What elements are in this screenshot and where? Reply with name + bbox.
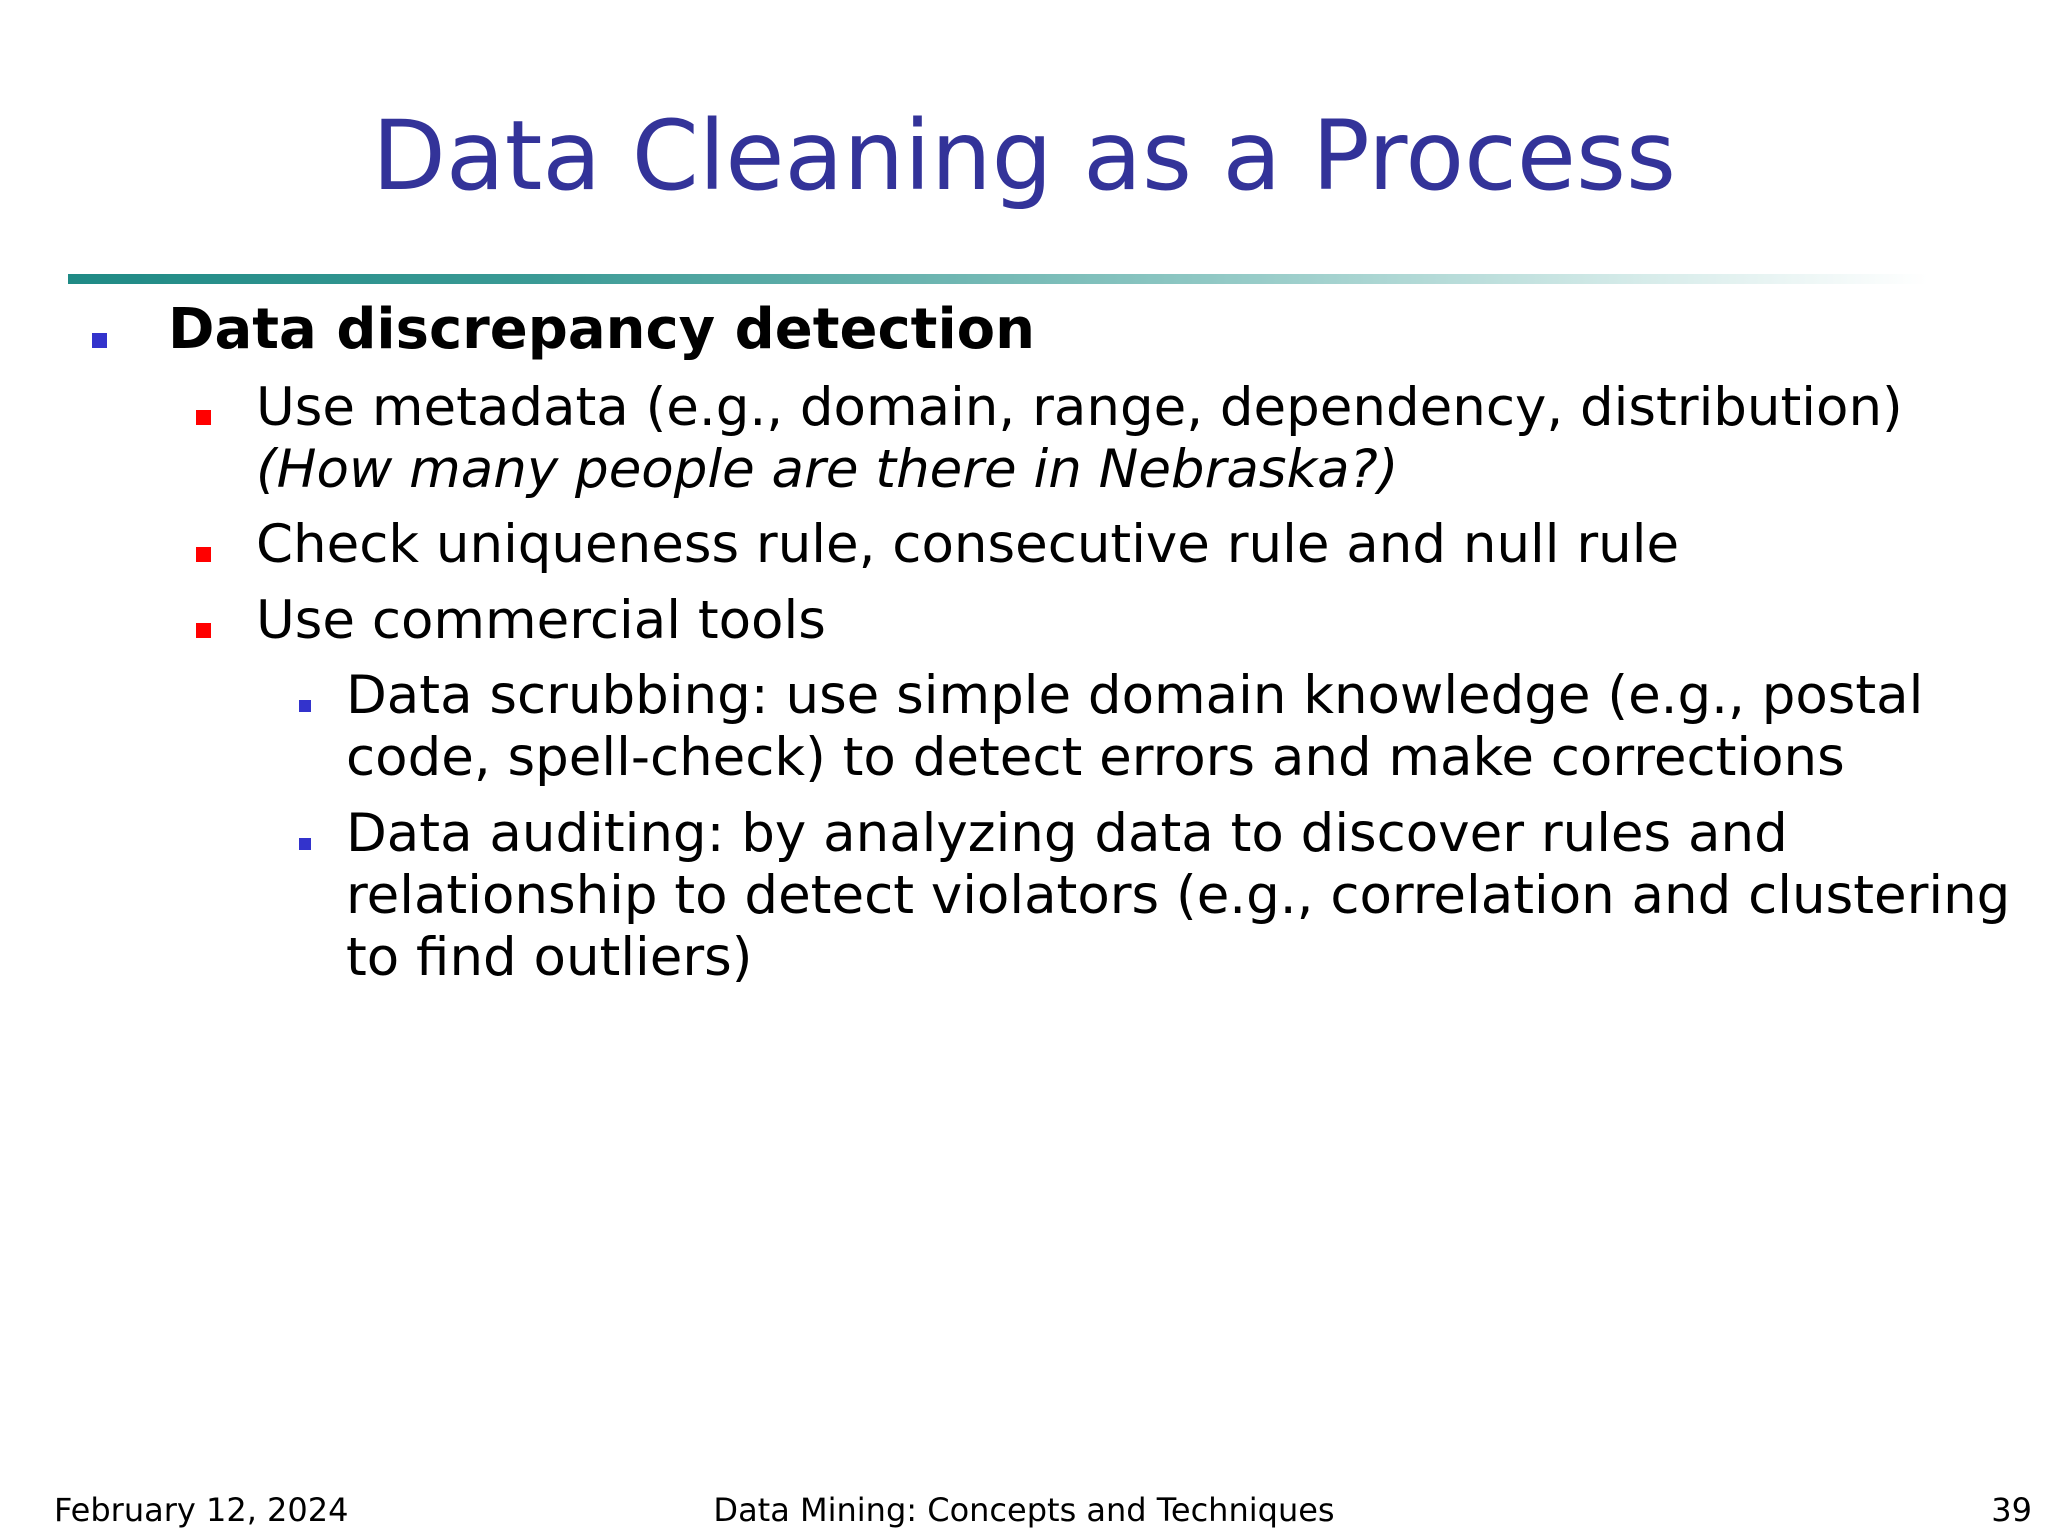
square-bullet-icon: [196, 410, 211, 425]
footer-date: February 12, 2024: [54, 1491, 349, 1529]
title-divider: [68, 274, 1928, 284]
bullet-example-question: (How many people are there in Nebraska?): [256, 439, 1399, 500]
bullet-text: [346, 803, 2010, 989]
bullet-text: Use commercial tools: [256, 590, 826, 651]
footer-course-title: Data Mining: Concepts and Techniques: [713, 1491, 1335, 1529]
bullet-text-line: code, spell-check) to detect errors and make corrections: [346, 727, 1845, 788]
square-bullet-icon: [196, 547, 211, 562]
bullet-text-line: Data scrubbing: use simple domain knowledge (e.g., postal: [346, 665, 1924, 726]
bullet-text-line: Data auditing: by analyzing data to discover rules and: [346, 803, 1788, 864]
slide-title: Data Cleaning as a Process: [371, 100, 1676, 212]
square-bullet-icon: [299, 838, 311, 850]
bullet-text-line: to find outliers): [346, 927, 753, 988]
bullet-text-line: Use metadata (e.g., domain, range, dependency, distribution): [256, 377, 1903, 438]
square-bullet-icon: [196, 623, 211, 638]
bullet-text-line: relationship to detect violators (e.g., correlation and clustering: [346, 865, 2011, 926]
bullet-text: [346, 665, 1923, 789]
bullet-text: Data discrepancy detection: [168, 297, 1035, 362]
square-bullet-icon: [299, 700, 311, 712]
bullet-text: [256, 377, 1903, 501]
bullet-text: Check uniqueness rule, consecutive rule and null rule: [256, 514, 1680, 575]
footer-page-number: 39: [1991, 1491, 2032, 1529]
square-bullet-icon: [92, 333, 107, 348]
